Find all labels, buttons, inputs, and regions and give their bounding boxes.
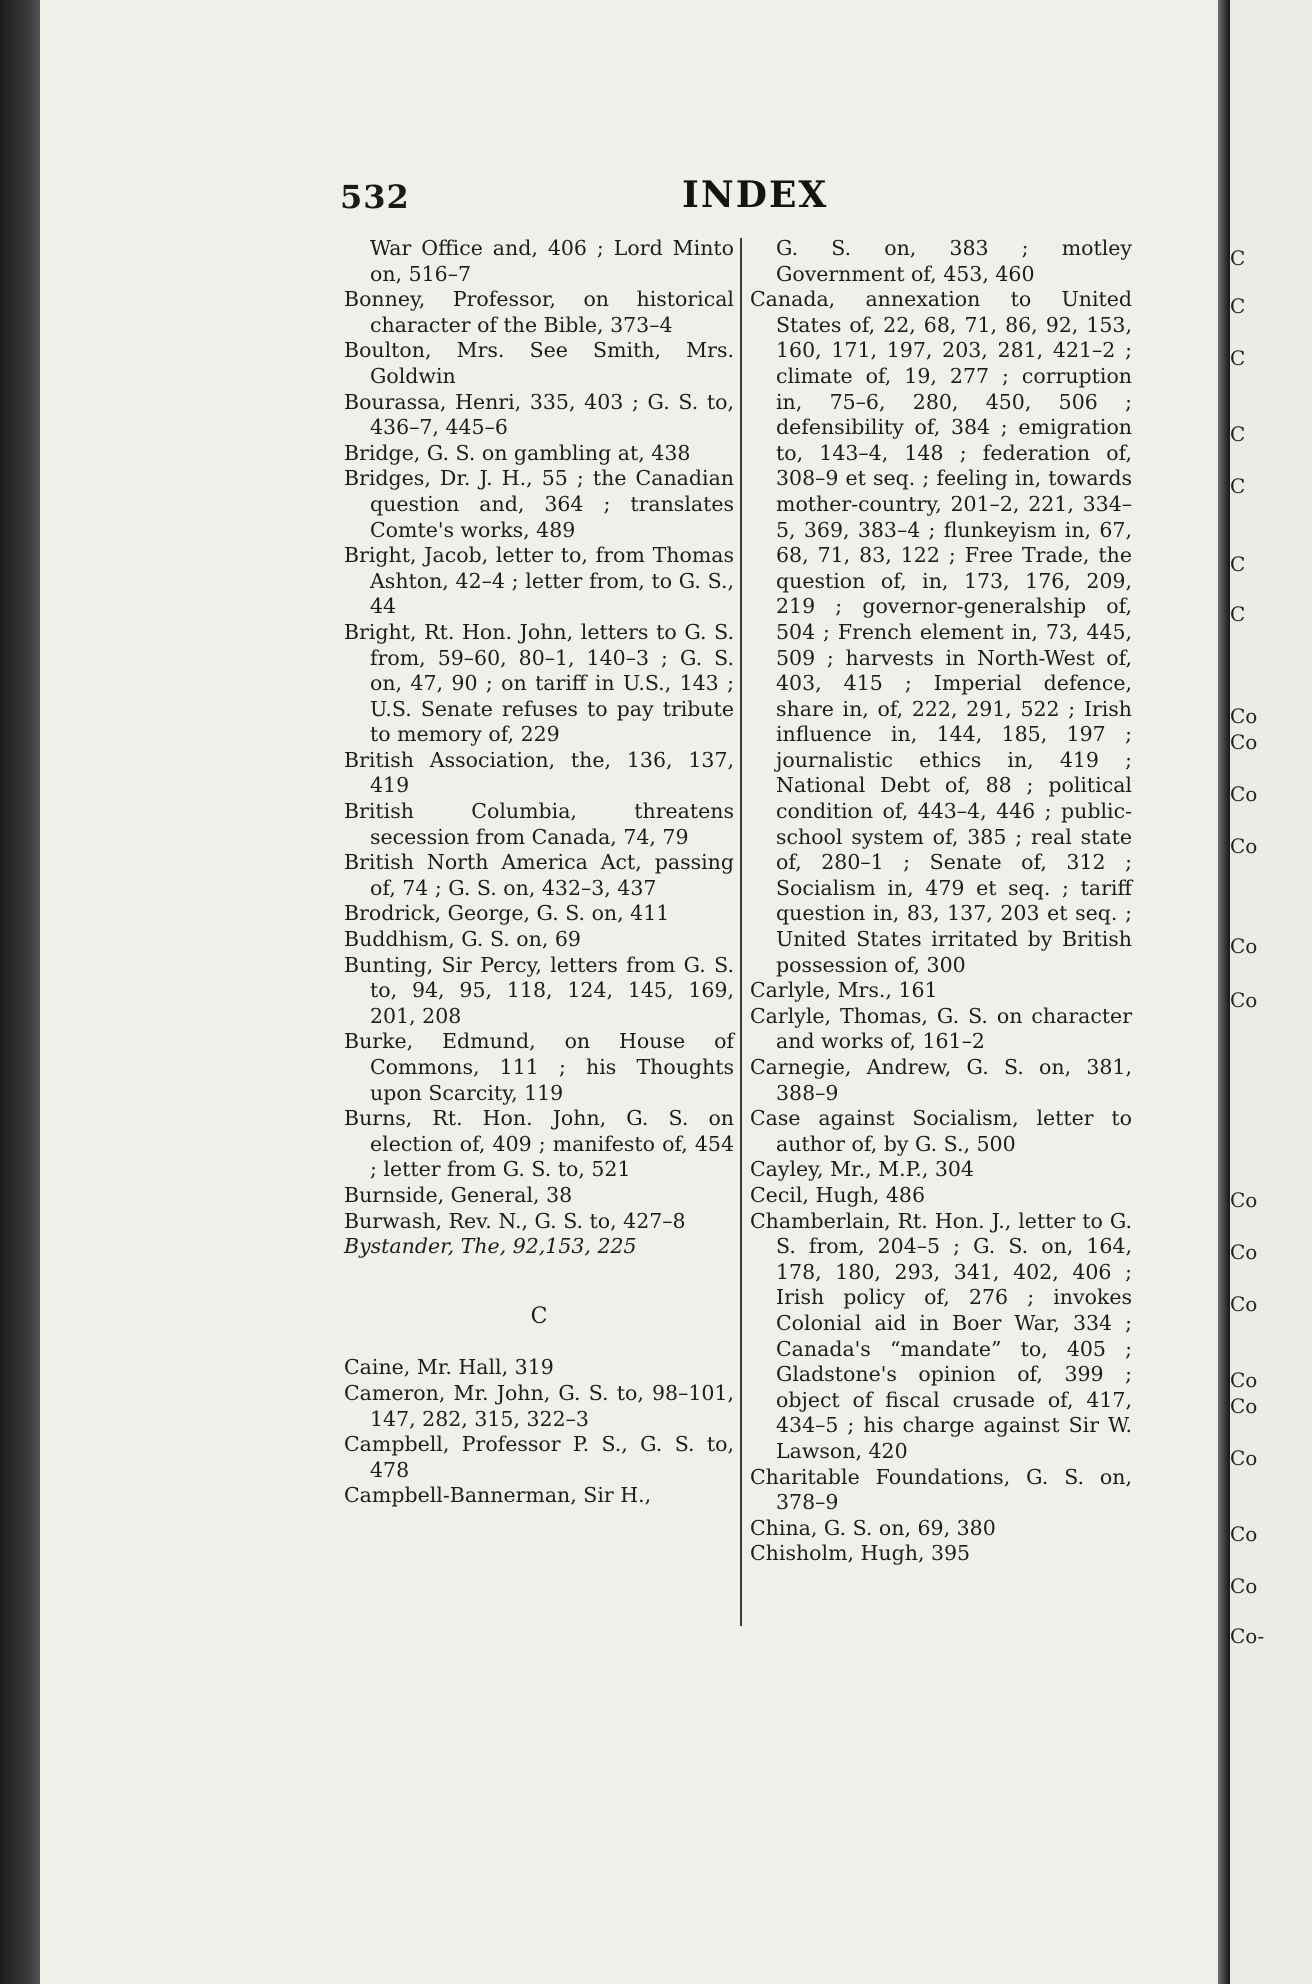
index-entry: Bystander, The, 92,153, 225 <box>344 1234 637 1259</box>
index-entry: Brodrick, George, G. S. on, 411 <box>344 901 670 926</box>
adjacent-page-fragment: Co <box>1230 988 1258 1012</box>
index-entry: Bridges, Dr. J. H., 55 ; the Canadian question and, 364 ; translates Comte's works, 489 <box>344 466 734 542</box>
index-entry: Bourassa, Henri, 335, 403 ; G. S. to, 436–7, 445–6 <box>344 389 734 440</box>
index-entry: Burwash, Rev. N., G. S. to, 427–8 <box>344 1208 686 1233</box>
index-entry: Carnegie, Andrew, G. S. on, 381, 388–9 <box>750 1055 1132 1105</box>
index-entry: Carlyle, Mrs., 161 <box>750 978 938 1003</box>
scan-left-margin <box>0 0 40 1984</box>
index-entry: British Association, the, 136, 137, 419 <box>344 747 734 798</box>
index-entry: Boulton, Mrs. See Smith, Mrs. Goldwin <box>344 338 734 388</box>
adjacent-page-fragment: Co <box>1230 1574 1258 1598</box>
index-entry: Buddhism, G. S. on, 69 <box>344 927 581 952</box>
index-entry: Cayley, Mr., M.P., 304 <box>750 1157 974 1182</box>
adjacent-page-fragment: Co <box>1230 1368 1258 1392</box>
page-number: 532 <box>340 178 410 216</box>
index-entry: G. S. on, 383 ; motley Government of, 453, 460 <box>776 236 1132 286</box>
adjacent-page-fragment: Co <box>1230 834 1258 858</box>
index-entry: China, G. S. on, 69, 380 <box>750 1515 996 1540</box>
index-entry: Bright, Rt. Hon. John, letters to G. S. from, 59–60, 80–1, 140–3 ; G. S. on, 47, 90 ; on tariff in U.S., 143 ; U.S. Senate refuses to pay tribute to memory of, 229 <box>344 619 734 747</box>
adjacent-page-fragment: Co <box>1230 704 1258 728</box>
adjacent-page-fragment: Co <box>1230 1240 1258 1264</box>
book-gutter <box>1218 0 1230 1984</box>
page-title: INDEX <box>682 174 829 216</box>
index-entry: Case against Socialism, letter to author of, by G. S., 500 <box>750 1106 1132 1156</box>
adjacent-page-fragment: Co <box>1230 1188 1258 1212</box>
index-entry: Bonney, Professor, on historical character of the Bible, 373–4 <box>344 287 734 337</box>
index-entry: British North America Act, passing of, 74 ; G. S. on, 432–3, 437 <box>344 850 734 900</box>
column-divider <box>740 238 742 1626</box>
adjacent-page-fragment: Co <box>1230 1446 1258 1470</box>
index-entry: Campbell, Professor P. S., G. S. to, 478 <box>344 1432 734 1482</box>
index-entry: Caine, Mr. Hall, 319 <box>344 1355 554 1380</box>
adjacent-page-fragment: Co- <box>1230 1624 1265 1648</box>
index-entry: Cameron, Mr. John, G. S. to, 98–101, 147, 282, 315, 322–3 <box>344 1380 734 1431</box>
index-entry: Cecil, Hugh, 486 <box>750 1182 926 1207</box>
index-entry: Carlyle, Thomas, G. S. on character and works of, 161–2 <box>750 1003 1132 1054</box>
adjacent-page-fragment: C <box>1230 602 1246 626</box>
index-entry: War Office and, 406 ; Lord Minto on, 516–7 <box>370 236 734 286</box>
adjacent-page-fragment: C <box>1230 346 1246 370</box>
index-entry: Burke, Edmund, on House of Commons, 111 ; his Thoughts upon Scarcity, 119 <box>344 1029 734 1105</box>
index-entry: Charitable Foundations, G. S. on, 378–9 <box>750 1464 1132 1515</box>
index-entry: Burns, Rt. Hon. John, G. S. on election of, 409 ; manifesto of, 454 ; letter from G. S. to, 521 <box>344 1106 734 1182</box>
adjacent-page-fragment: C <box>1230 294 1246 318</box>
index-entry: Bridge, G. S. on gambling at, 438 <box>344 440 691 465</box>
adjacent-page-fragment: Co <box>1230 1394 1258 1418</box>
index-entry: Burnside, General, 38 <box>344 1182 573 1207</box>
index-entry: Bunting, Sir Percy, letters from G. S. to, 94, 95, 118, 124, 145, 169, 201, 208 <box>344 952 734 1028</box>
index-entry: British Columbia, threatens secession from Canada, 74, 79 <box>344 799 734 849</box>
adjacent-page-edge <box>1230 0 1312 1984</box>
adjacent-page-fragment: Co <box>1230 1292 1258 1316</box>
adjacent-page-fragment: Co <box>1230 730 1258 754</box>
index-entry: Canada, annexation to United States of, 22, 68, 71, 86, 92, 153, 160, 171, 197, 203, 281, 421–2 ; climate of, 19, 277 ; corruption in, 75–6, 280, 450, 506 ; defensibility of, 384 ; emigration to, 143–4, 148 ; federation of, 308–9 et seq. ; feeling in, towards mother-country, 201–2, 221, 334–5, 369, 383–4 ; flunkeyism in, 67, 68, 71, 83, 122 ; Free Trade, the question of, in, 173, 176, 209, 219 ; governor-generalship of, 504 ; French element in, 73, 445, 509 ; harvests in North-West of, 403, 415 ; Imperial defence, share in, of, 222, 291, 522 ; Irish influence in, 144, 185, 197 ; journalistic ethics in, 419 ; National Debt of, 88 ; political condition of, 443–4, 446 ; public-school system of, 385 ; real state of, 280–1 ; Senate of, 312 ; Socialism in, 479 et seq. ; tariff question in, 83, 137, 203 et seq. ; United States irritated by British possession of, 300 <box>750 287 1132 977</box>
adjacent-page-fragment: Co <box>1230 934 1258 958</box>
index-entry: Chamberlain, Rt. Hon. J., letter to G. S. from, 204–5 ; G. S. on, 164, 178, 180, 293, 341, 402, 406 ; Irish policy of, 276 ; invokes Colonial aid in Boer War, 334 ; Canada's “mandate” to, 405 ; Gladstone's opinion of, 399 ; object of fiscal crusade of, 417, 434–5 ; his charge against Sir W. Lawson, 420 <box>750 1208 1132 1463</box>
adjacent-page-fragment: Co <box>1230 782 1258 806</box>
adjacent-page-fragment: C <box>1230 422 1246 446</box>
section-letter: C <box>530 1303 548 1329</box>
index-entry: Chisholm, Hugh, 395 <box>750 1541 971 1566</box>
adjacent-page-fragment: C <box>1230 474 1246 498</box>
index-entry: Bright, Jacob, letter to, from Thomas Ashton, 42–4 ; letter from, to G. S., 44 <box>344 543 734 619</box>
adjacent-page-fragment: Co <box>1230 1522 1258 1546</box>
index-column-right <box>750 236 1132 1567</box>
adjacent-page-fragment: C <box>1230 246 1246 270</box>
index-column-left <box>344 236 734 1509</box>
index-entry: Campbell-Bannerman, Sir H., <box>344 1483 652 1508</box>
adjacent-page-fragment: C <box>1230 552 1246 576</box>
